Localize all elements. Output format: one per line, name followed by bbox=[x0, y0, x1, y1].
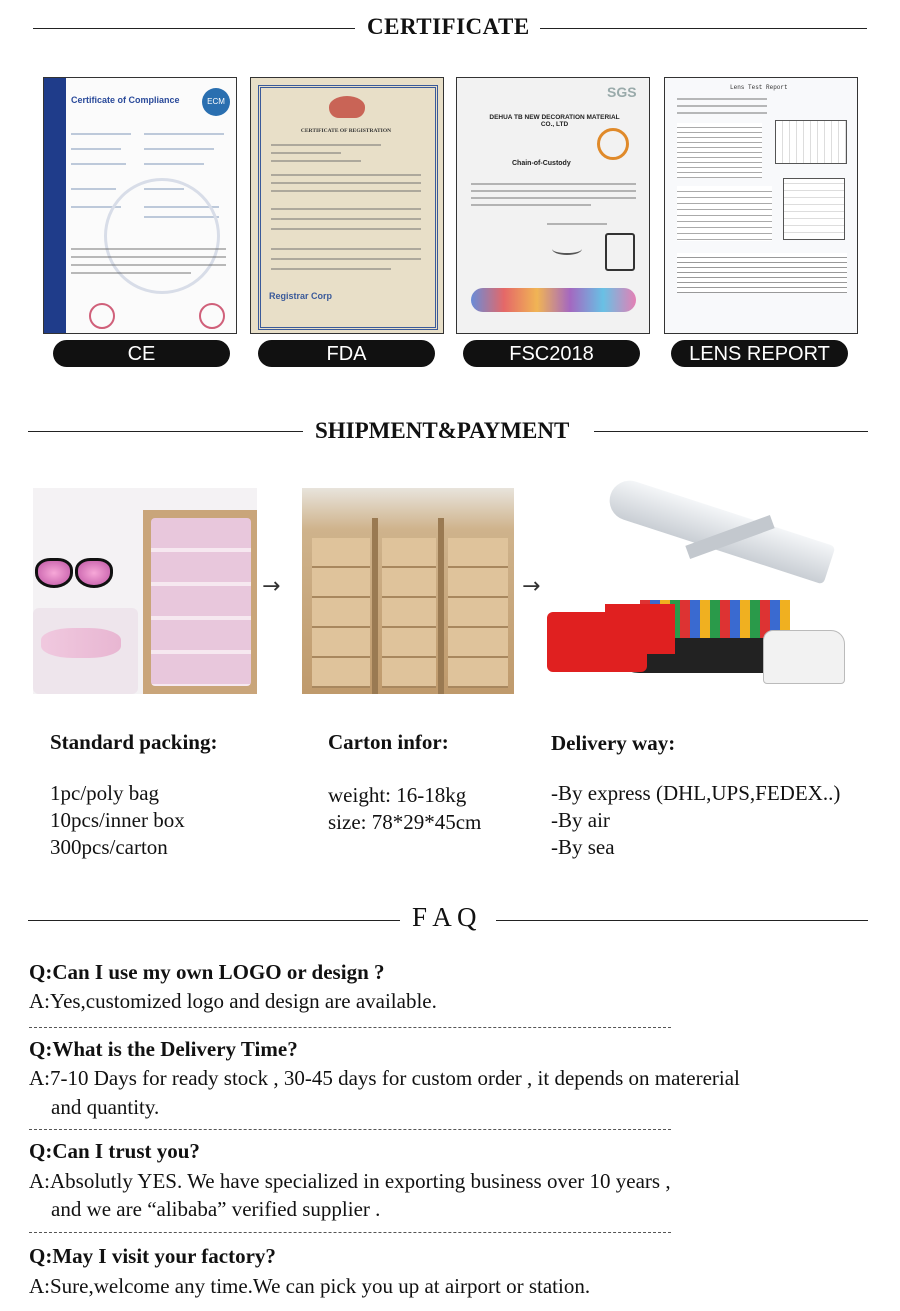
certificate-title: CERTIFICATE bbox=[367, 14, 530, 39]
fsc-text-line bbox=[471, 190, 636, 192]
faq-answer: A:Yes,customized logo and design are available. bbox=[29, 989, 437, 1013]
inner-box-stack bbox=[448, 538, 508, 688]
faq-answer: A:Sure,welcome any time.We can pick you up at airport or station. bbox=[29, 1274, 591, 1298]
shipment-rule-right bbox=[594, 431, 868, 432]
inner-box-stack bbox=[312, 538, 370, 688]
ce-label: CE bbox=[53, 340, 230, 367]
carton-info-heading: Carton infor: bbox=[328, 730, 449, 754]
fsc-certificate-image bbox=[456, 77, 650, 334]
fsc-text-line bbox=[471, 197, 636, 199]
delivery-line: -By sea bbox=[551, 835, 615, 859]
lens-left-icon bbox=[35, 558, 73, 588]
packing-line: 1pc/poly bag bbox=[50, 781, 160, 805]
fsc2018-label: FSC2018 bbox=[463, 340, 640, 367]
sgs-seal-icon bbox=[597, 128, 629, 160]
delivery-way-heading: Delivery way: bbox=[551, 731, 676, 755]
lens-text-line bbox=[677, 112, 767, 114]
fda-text-line bbox=[271, 190, 421, 192]
faq-answer: A:Absolutly YES. We have specialized in exporting business over 10 years , bbox=[29, 1169, 671, 1193]
faq-divider bbox=[29, 1129, 671, 1130]
lens-doc-title: Lens Test Report bbox=[730, 84, 788, 91]
packing-line: 300pcs/carton bbox=[50, 835, 168, 859]
ce-badge-icon: ECM bbox=[202, 88, 230, 116]
faq-divider bbox=[29, 1232, 671, 1233]
delivery-line: -By air bbox=[551, 808, 610, 832]
lens-text-line bbox=[677, 98, 767, 100]
lens-table bbox=[677, 253, 847, 293]
lens-chart-bottom bbox=[783, 178, 845, 240]
faq-rule-right bbox=[496, 920, 868, 921]
delivery-photo bbox=[545, 480, 845, 690]
ce-stamp-icon bbox=[89, 303, 115, 329]
faq-question: Q:Can I use my own LOGO or design ? bbox=[29, 960, 385, 984]
delivery-line: -By express (DHL,UPS,FEDEX..) bbox=[551, 781, 841, 805]
inner-box-stack bbox=[382, 538, 436, 688]
truck-trailer bbox=[605, 604, 675, 654]
fsc-text-line bbox=[471, 204, 591, 206]
packing-line: 10pcs/inner box bbox=[50, 808, 185, 832]
fda-text-line bbox=[271, 258, 421, 260]
fda-label: FDA bbox=[258, 340, 435, 367]
packing-photo bbox=[33, 488, 257, 694]
shipment-rule-left bbox=[28, 431, 303, 432]
fda-certificate-image bbox=[250, 77, 444, 334]
faq-title: F A Q bbox=[412, 902, 477, 932]
pink-glasses-icon bbox=[41, 628, 121, 658]
signature-icon bbox=[552, 243, 582, 255]
fda-text-line bbox=[271, 248, 421, 250]
faq-answer: and quantity. bbox=[51, 1095, 160, 1119]
sgs-logo: SGS bbox=[607, 84, 637, 100]
lens-right-icon bbox=[75, 558, 113, 588]
fda-text-line bbox=[271, 208, 421, 210]
faq-rule-left bbox=[28, 920, 400, 921]
ce-doc-title: Certificate of Compliance bbox=[71, 95, 180, 105]
fsc-text-line bbox=[471, 183, 636, 185]
fda-text-line bbox=[271, 174, 421, 176]
lens-table bbox=[677, 123, 762, 178]
lens-chart-top bbox=[775, 120, 847, 164]
fda-text-line bbox=[271, 144, 381, 146]
lens-report-label: LENS REPORT bbox=[671, 340, 848, 367]
sunglasses-icon bbox=[35, 554, 115, 584]
carton-divider bbox=[438, 518, 444, 694]
faq-question: Q:What is the Delivery Time? bbox=[29, 1037, 298, 1061]
certificate-rule-right bbox=[540, 28, 867, 29]
certificate-rule-left bbox=[33, 28, 355, 29]
van-icon bbox=[763, 630, 845, 684]
fsc-text-line bbox=[547, 223, 607, 225]
shipment-title: SHIPMENT&PAYMENT bbox=[315, 418, 570, 443]
sgs-color-wing bbox=[471, 288, 636, 312]
ce-stamp-icon bbox=[199, 303, 225, 329]
carton-divider bbox=[372, 518, 378, 694]
faq-question: Q:May I visit your factory? bbox=[29, 1244, 276, 1268]
ce-text-line bbox=[71, 248, 226, 250]
fda-text-line bbox=[271, 218, 421, 220]
inner-packs bbox=[151, 518, 251, 686]
ce-text-line bbox=[71, 133, 131, 135]
fsc-doc-sub: Chain-of-Custody bbox=[512, 160, 571, 167]
fda-footer: Registrar Corp bbox=[269, 291, 333, 301]
standard-packing-heading: Standard packing: bbox=[50, 730, 218, 754]
fsc-doc-title: DEHUA TB NEW DECORATION MATERIAL CO., LTD bbox=[489, 114, 620, 128]
ce-side-banner bbox=[44, 78, 66, 333]
faq-divider bbox=[29, 1027, 671, 1028]
fda-text-line bbox=[271, 228, 421, 230]
fda-text-line bbox=[271, 182, 421, 184]
ce-text-line bbox=[71, 272, 191, 274]
ce-text-line bbox=[144, 163, 204, 165]
lens-report-image bbox=[664, 77, 858, 334]
arrow-right-icon: → bbox=[262, 574, 281, 599]
faq-answer: A:7-10 Days for ready stock , 30-45 days for custom order , it depends on matererial bbox=[29, 1066, 740, 1090]
fda-text-line bbox=[271, 268, 391, 270]
ce-watermark-circle bbox=[104, 178, 220, 294]
ce-text-line bbox=[71, 264, 226, 266]
ce-certificate-image bbox=[43, 77, 237, 334]
carton-line: weight: 16-18kg bbox=[328, 783, 467, 807]
ce-text-line bbox=[144, 133, 224, 135]
arrow-right-icon: → bbox=[522, 574, 541, 599]
ce-text-line bbox=[144, 148, 214, 150]
fda-eagle-icon bbox=[329, 96, 365, 118]
lens-text-line bbox=[677, 105, 767, 107]
carton-line: size: 78*29*45cm bbox=[328, 810, 482, 834]
faq-answer: and we are “alibaba” verified supplier . bbox=[51, 1197, 381, 1221]
fsc-tree-icon bbox=[605, 233, 635, 271]
lens-table bbox=[677, 186, 772, 241]
ce-text-line bbox=[71, 256, 226, 258]
fda-doc-title: CERTIFICATE OF REGISTRATION bbox=[300, 128, 392, 134]
ce-text-line bbox=[71, 188, 116, 190]
fda-text-line bbox=[271, 152, 341, 154]
ce-text-line bbox=[71, 163, 126, 165]
carton-photo bbox=[302, 488, 514, 694]
ce-text-line bbox=[71, 148, 121, 150]
faq-question: Q:Can I trust you? bbox=[29, 1139, 200, 1163]
fda-text-line bbox=[271, 160, 361, 162]
